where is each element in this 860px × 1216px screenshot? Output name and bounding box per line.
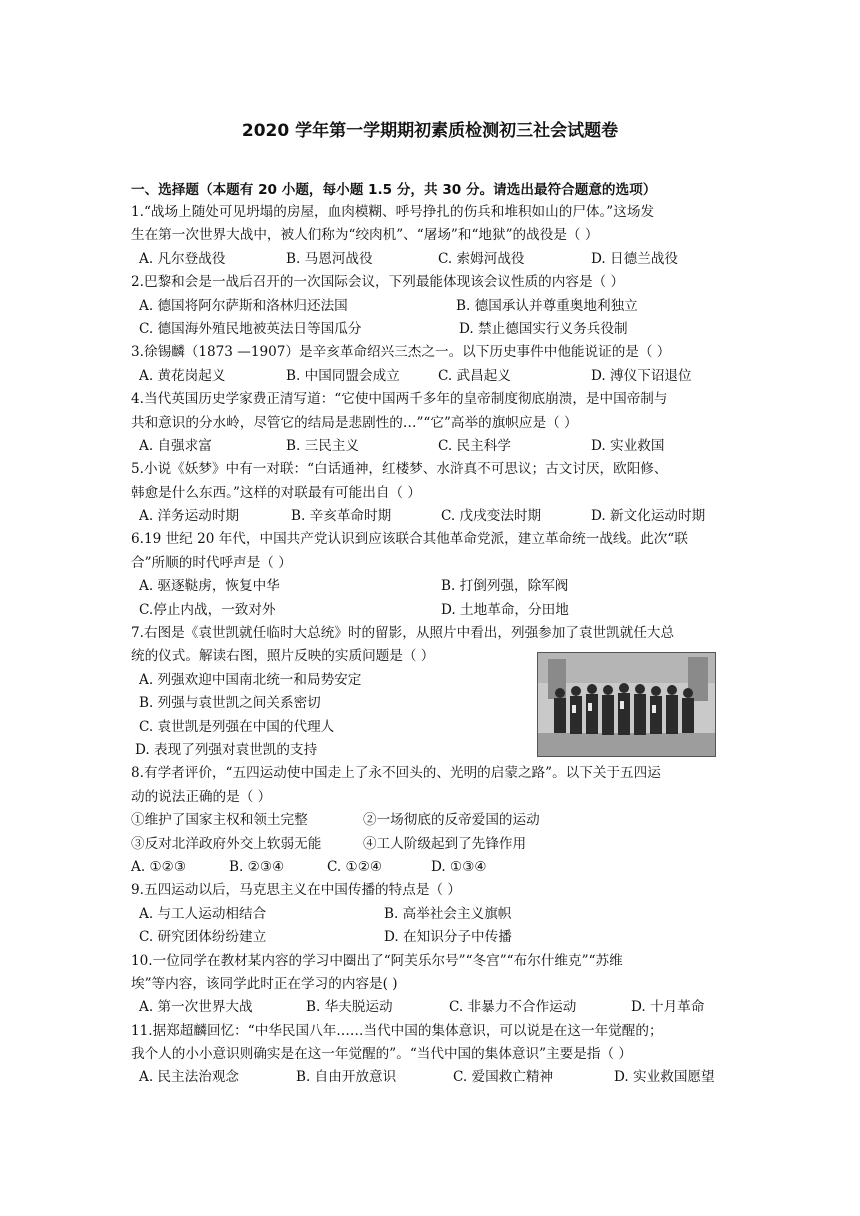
option-d: D. 在知识分子中传播 <box>384 929 512 946</box>
statement-row <box>131 833 731 856</box>
option-row <box>131 365 731 388</box>
statement-4: ④工人阶级起到了先锋作用 <box>363 835 527 852</box>
option-c: C. 民主科学 <box>438 437 511 454</box>
option-c: C. 索姆河战役 <box>438 250 525 267</box>
option-row <box>131 856 731 879</box>
option-c: C. 爱国救亡精神 <box>453 1069 554 1086</box>
option-row <box>131 926 731 949</box>
option-d: D. 新文化运动时期 <box>591 508 706 525</box>
question-text: 统的仪式。解读右图，照片反映的实质问题是（ ） <box>131 648 435 665</box>
option-row <box>131 996 731 1019</box>
option-row <box>131 1066 731 1089</box>
option-d: D. 土地革命，分田地 <box>441 601 569 618</box>
option-row <box>131 435 731 458</box>
option-a: A. 凡尔登战役 <box>139 250 226 267</box>
option-row <box>131 505 731 528</box>
option-d: D. 实业救国愿望 <box>614 1069 715 1086</box>
option-a: A. 黄花岗起义 <box>139 367 226 384</box>
option-b: B. 高举社会主义旗帜 <box>384 905 512 922</box>
exam-title: 2020 学年第一学期期初素质检测初三社会试题卷 <box>241 121 619 141</box>
statement-3: ③反对北洋政府外交上软弱无能 <box>131 835 322 852</box>
option-row <box>131 248 731 271</box>
historical-photo <box>537 652 716 757</box>
statement-2: ②一场彻底的反帝爱国的运动 <box>363 812 540 829</box>
question-text: 生在第一次世界大战中，被人们称为“绞肉机”、“屠场”和“地狱”的战役是（ ） <box>131 227 599 244</box>
option-b: B. 三民主义 <box>286 437 360 454</box>
question-text: 我个人的小小意识则确实是在这一年觉醒的”。“当代中国的集体意识”主要是指（ ） <box>131 1046 632 1063</box>
question-text: 10.一位同学在教材某内容的学习中圈出了“阿芙乐尔号”“冬宫”“布尔什维克”“苏维 <box>131 952 623 969</box>
option-c: C. 非暴力不合作运动 <box>449 999 577 1016</box>
option-row <box>131 599 731 622</box>
question-text: 5.小说《妖梦》中有一对联：“白话通神，红楼梦、水浒真不可思议；古文讨厌，欧阳修、 <box>131 461 668 478</box>
option-b: B. 华夫脱运动 <box>306 999 393 1016</box>
question-text: 11.据郑超麟回忆：“中华民国八年……当代中国的集体意识，可以说是在这一年觉醒的； <box>131 1022 663 1039</box>
option-a: A. 民主法治观念 <box>139 1069 240 1086</box>
option-d: D. 日德兰战役 <box>591 250 679 267</box>
option-row <box>131 295 731 318</box>
question-text: 韩愈是什么东西。”这样的对联最有可能出自（ ） <box>131 484 421 501</box>
question-text: 合”所顺的时代呼声是（ ） <box>131 554 292 571</box>
option-c: C.停止内战，一致对外 <box>139 601 276 618</box>
option-b: B. 德国承认并尊重奥地利独立 <box>456 297 638 314</box>
option-b: B. 辛亥革命时期 <box>291 508 392 525</box>
option-d: D. 十月革命 <box>631 999 705 1016</box>
question-text: 4.当代英国历史学家费正清写道：“它使中国两千多年的皇帝制度彻底崩溃，是中国帝制与 <box>131 391 668 408</box>
option-d: D. ①③④ <box>431 858 487 875</box>
option-row <box>131 318 731 341</box>
option-a: A. 驱逐鞑虏，恢复中华 <box>139 578 280 595</box>
option-b: B. 打倒列强，除军阀 <box>441 578 569 595</box>
option-a: A. ①②③ <box>131 858 187 875</box>
question-text: 埃”等内容，该同学此时正在学习的内容是( ) <box>131 975 398 992</box>
option-c: C. 德国海外殖民地被英法日等国瓜分 <box>139 320 362 337</box>
option-c: C. 武昌起义 <box>438 367 511 384</box>
question-text: 9.五四运动以后，马克思主义在中国传播的特点是（ ） <box>131 882 461 899</box>
option-b: B. ②③④ <box>229 858 285 875</box>
option-b: B. 中国同盟会成立 <box>286 367 400 384</box>
option-d: D. 溥仪下诏退位 <box>591 367 692 384</box>
question-text: 6.19 世纪 20 年代，中国共产党认识到应该联合其他革命党派，建立革命统一战线。此次“联 <box>131 531 688 548</box>
question-text: 8.有学者评价，“五四运动使中国走上了永不回头的、光明的启蒙之路”。以下关于五四运 <box>131 765 661 782</box>
question-text: 共和意识的分水岭，尽管它的结局是悲剧性的…”“它”高举的旗帜应是（ ） <box>131 414 578 431</box>
option-b: B. 马恩河战役 <box>286 250 373 267</box>
section-heading: 一、选择题（本题有 20 小题，每小题 1.5 分，共 30 分。请选出最符合题意的选项） <box>131 182 657 198</box>
option-d: D. 实业救国 <box>591 437 665 454</box>
option-c: C. ①②④ <box>327 858 383 875</box>
option-c: C. 袁世凯是列强在中国的代理人 <box>139 718 335 735</box>
option-a: A. 与工人运动相结合 <box>139 905 267 922</box>
option-d: D. 表现了列强对袁世凯的支持 <box>135 741 318 758</box>
option-a: A. 列强欢迎中国南北统一和局势安定 <box>139 671 362 688</box>
option-c: C. 戊戌变法时期 <box>441 508 542 525</box>
option-a: A. 第一次世界大战 <box>139 999 253 1016</box>
question-text: 2.巴黎和会是一战后召开的一次国际会议，下列最能体现该会议性质的内容是（ ） <box>131 274 625 291</box>
question-text: 动的说法正确的是（ ） <box>131 788 272 805</box>
option-row <box>131 575 731 598</box>
option-a: A. 自强求富 <box>139 437 212 454</box>
question-text: 1.“战场上随处可见坍塌的房屋，血肉模糊、呼号挣扎的伤兵和堆积如山的尸体。”这场发 <box>131 204 655 220</box>
option-a: A. 洋务运动时期 <box>139 508 240 525</box>
question-text: 3.徐锡麟（1873 —1907）是辛亥革命绍兴三杰之一。以下历史事件中他能说证的是（ ） <box>131 344 671 361</box>
option-row <box>131 903 731 926</box>
question-text: 7.右图是《袁世凯就任临时大总统》时的留影，从照片中看出，列强参加了袁世凯就任大总 <box>131 625 675 642</box>
question-list <box>131 201 731 1090</box>
group-photo-illustration <box>538 653 715 756</box>
option-b: B. 列强与袁世凯之间关系密切 <box>139 695 321 712</box>
option-d: D. 禁止德国实行义务兵役制 <box>459 320 628 337</box>
option-b: B. 自由开放意识 <box>296 1069 397 1086</box>
statement-1: ①维护了国家主权和领土完整 <box>131 812 308 829</box>
statement-row <box>131 809 731 832</box>
option-a: A. 德国将阿尔萨斯和洛林归还法国 <box>139 297 348 314</box>
option-c: C. 研究团体纷纷建立 <box>139 929 267 946</box>
